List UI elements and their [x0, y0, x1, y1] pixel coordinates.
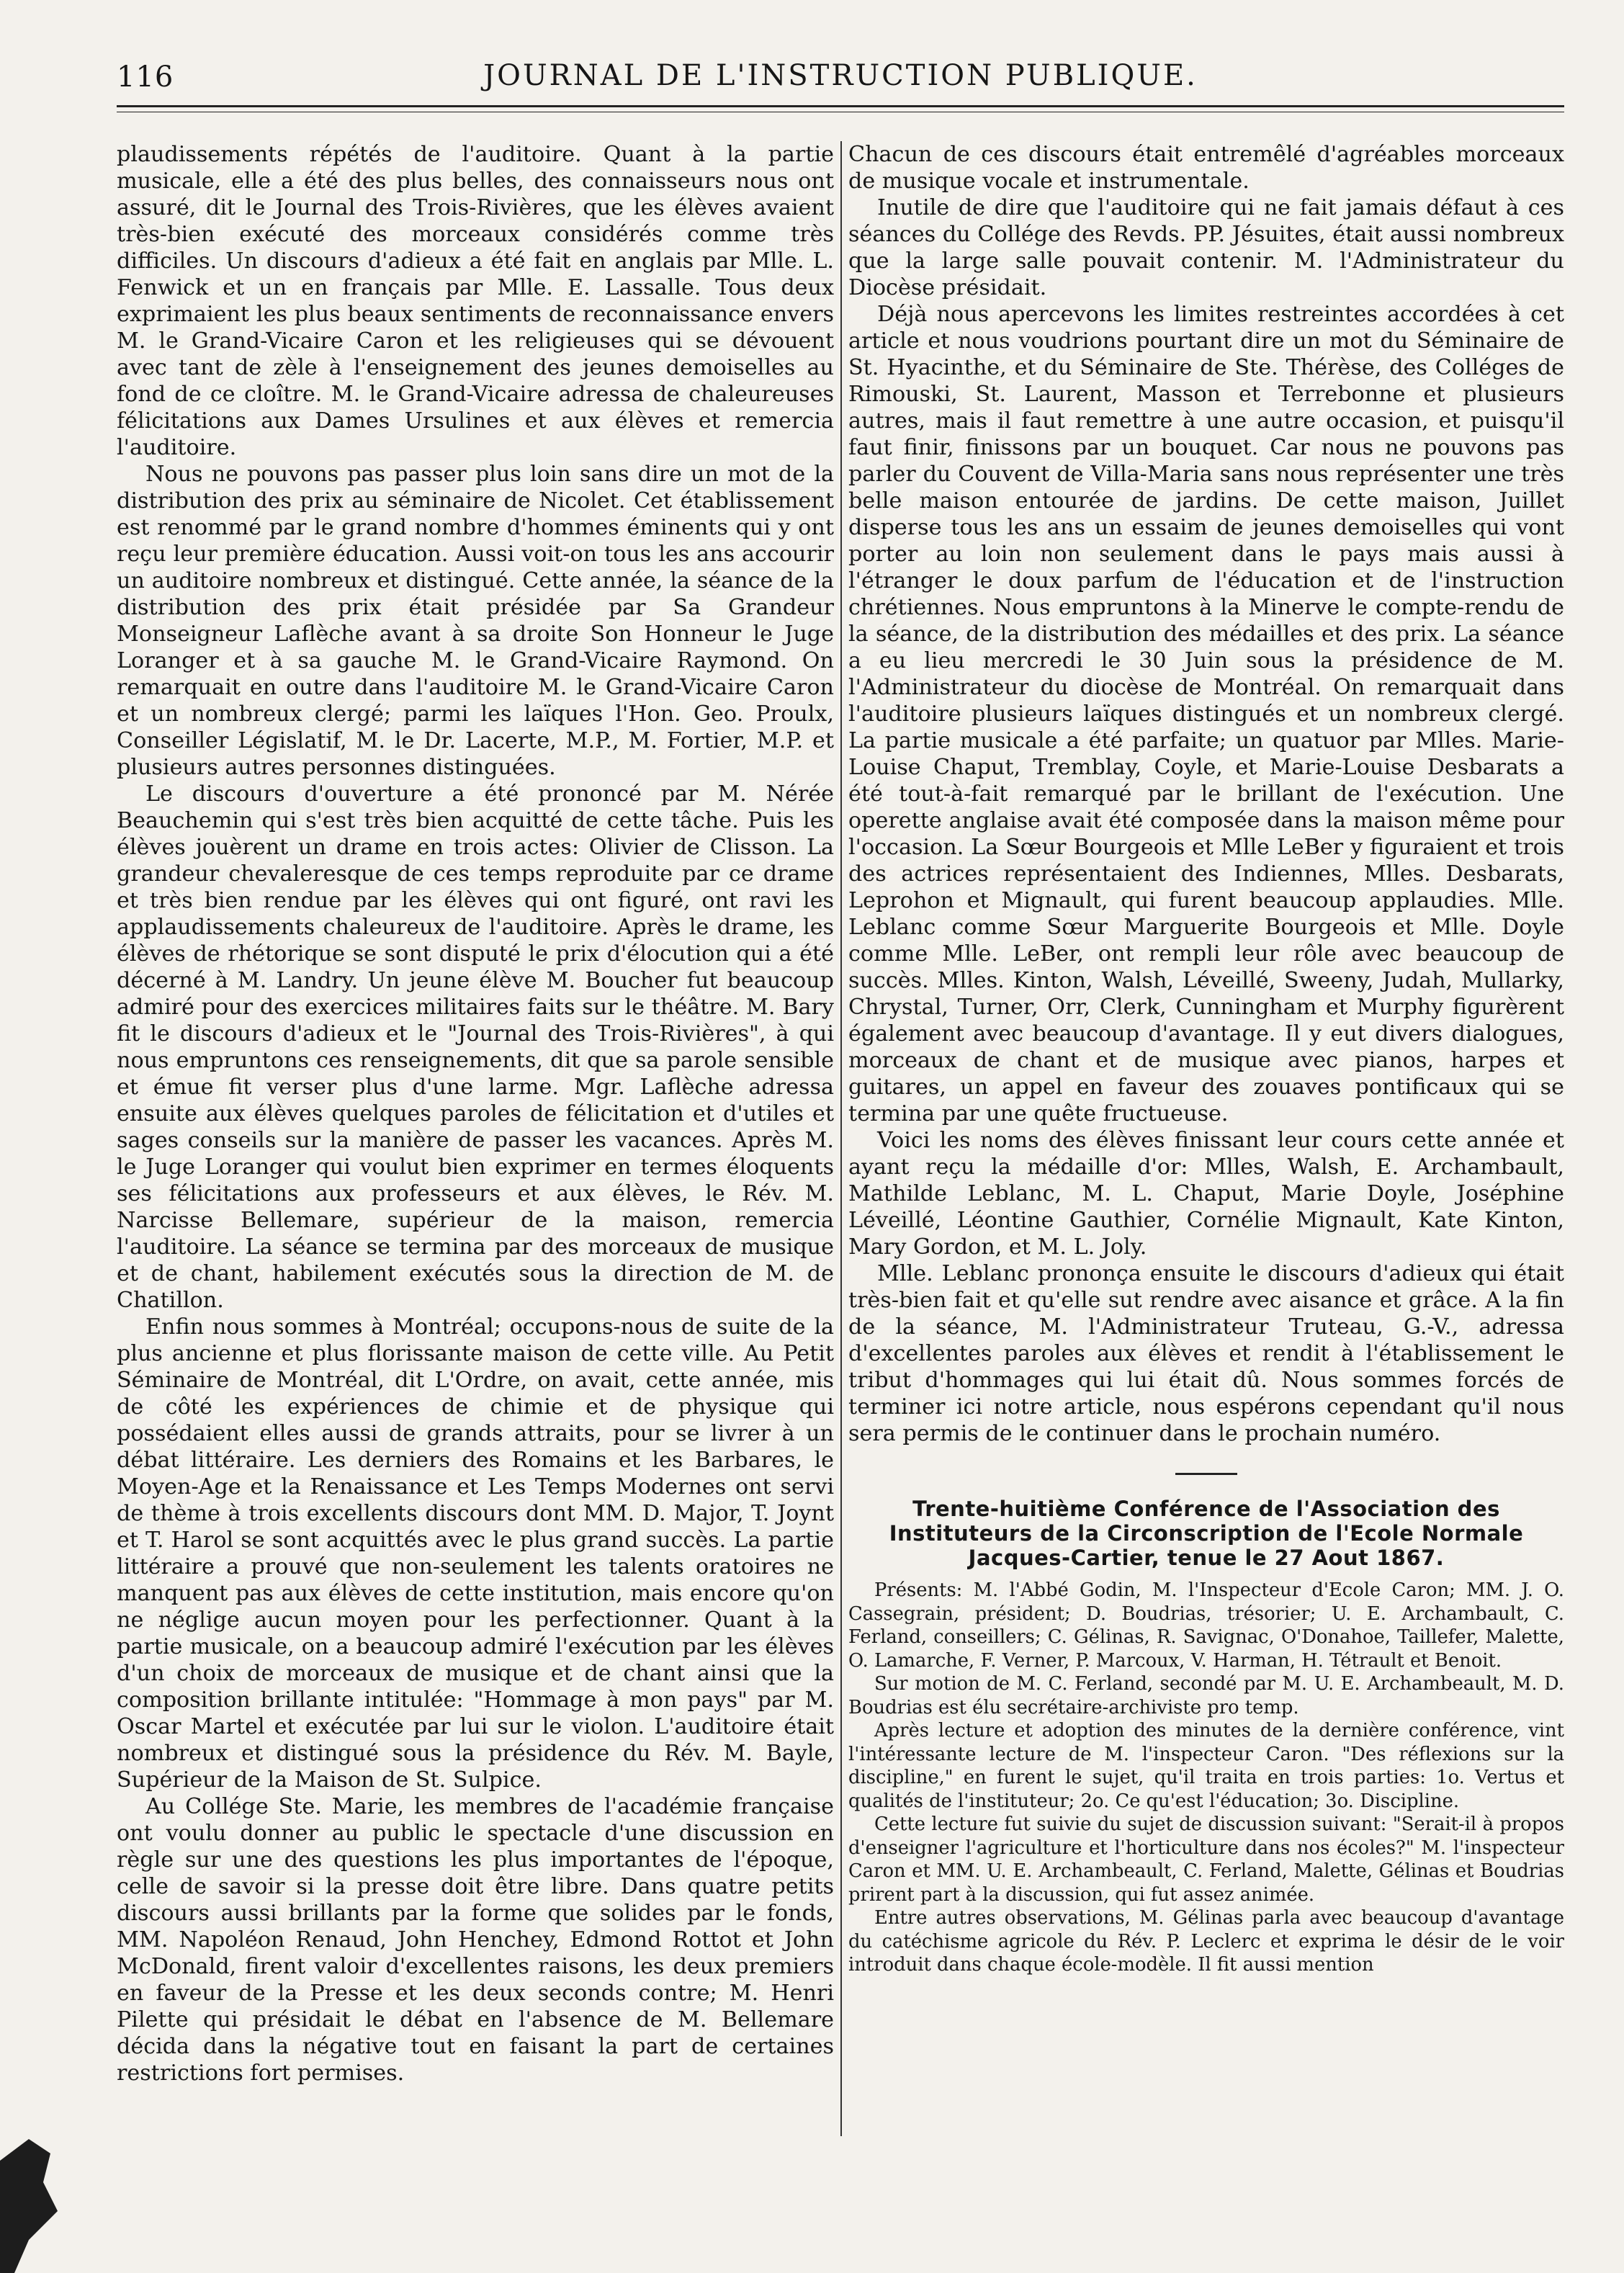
paragraph: Chacun de ces discours était entremêlé d'agréables morceaux de musique vocale et instrumentale.: [848, 142, 1564, 194]
paragraph: Sur motion de M. C. Ferland, secondé par M. U. E. Archambeault, M. D. Boudrias est élu secrétaire-archiviste pro temp.: [848, 1673, 1564, 1718]
paragraph: plaudissements répétés de l'auditoire. Quant à la partie musicale, elle a été des plus belles, des connaisseurs nous ont assuré, dit le Journal des Trois-Rivières, que les élèves avaient très-bien exécuté des morceaux considérés comme très difficiles. Un discours d'adieux a été fait en anglais par Mlle. L. Fenwick et un en français par Mlle. E. Lassalle. Tous deux exprimaient les plus beaux sentiments de reconnaissance envers M. le Grand-Vicaire Caron et les religieuses qui se dévouent avec tant de zèle à l'enseignement des jeunes demoiselles au fond de ce cloître. M. le Grand-Vicaire adressa de chaleureuses félicitations aux Dames Ursulines et aux élèves et remercia l'auditoire.: [117, 142, 834, 460]
paragraph: Déjà nous apercevons les limites restreintes accordées à cet article et nous voudrions pourtant dire un mot du Séminaire de St. Hyacinthe, et du Séminaire de Ste. Thérèse, des Colléges de Rimouski, St. Laurent, Masson et Terrebonne et plusieurs autres, mais il faut remettre à une autre occasion, et puisqu'il faut finir, finissons par un bouquet. Car nous ne pouvons pas parler du Couvent de Villa-Maria sans nous représenter une très belle maison entourée de jardins. De cette maison, Juillet disperse tous les ans un essaim de jeunes demoiselles qui vont porter au loin non seulement dans le pays mais aussi à l'étranger le doux parfum de l'éducation et de l'instruction chrétiennes. Nous empruntons à la Minerve le compte-rendu de la séance, de la distribution des médailles et des prix. La séance a eu lieu mercredi le 30 Juin sous la présidence de M. l'Administrateur du diocèse de Montréal. On remarquait dans l'auditoire plusieurs laïques distingués et un nombreux clergé. La partie musicale a été parfaite; un quatuor par Mlles. Marie-Louise Chaput, Tremblay, Coyle, et Marie-Louise Desbarats a été tout-à-fait remarqué par le brillant de l'exécution. Une operette anglaise avait été composée dans la maison même pour l'occasion. La Sœur Bourgeois et Mlle LeBer y figuraient et trois des actrices représentaient des Indiennes, Mlles. Desbarats, Leprohon et Mignault, qui furent beaucoup applaudies. Mlle. Leblanc comme Sœur Marguerite Bourgeois et Mlle. Doyle comme Mlle. LeBer, ont rempli leur rôle avec beaucoup de succès. Mlles. Kinton, Walsh, Léveillé, Sweeny, Judah, Mullarky, Chrystal, Turner, Orr, Clerk, Cunningham et Murphy figurèrent également avec beaucoup d'avantage. Il y eut divers dialogues, morceaux de chant et de musique avec pianos, harpes et guitares, un appel en faveur des zouaves pontificaux qui se termina par une quête fructueuse.: [848, 302, 1564, 1126]
paragraph: Voici les noms des élèves finissant leur cours cette année et ayant reçu la médaille d'or: Mlles, Walsh, E. Archambault, Mathilde Leblanc, M. L. Chaput, Marie Doyle, Joséphine Léveillé, Léontine Gauthier, Cornélie Mignault, Kate Kinton, Mary Gordon, et M. L. Joly.: [848, 1128, 1564, 1260]
column-divider: [840, 141, 842, 2136]
conference-minutes: [848, 1579, 1564, 1977]
paragraph: Nous ne pouvons pas passer plus loin sans dire un mot de la distribution des prix au séminaire de Nicolet. Cet établissement est renommé par le grand nombre d'hommes éminents qui y ont reçu leur première éducation. Aussi voit-on tous les ans accourir un auditoire nombreux et distingué. Cette année, la séance de la distribution des prix était présidée par Sa Grandeur Monseigneur Laflèche avant à sa droite Son Honneur le Juge Loranger et à sa gauche M. le Grand-Vicaire Raymond. On remarquait en outre dans l'auditoire M. le Grand-Vicaire Caron et un nombreux clergé; parmi les laïques l'Hon. Geo. Proulx, Conseiller Législatif, M. le Dr. Lacerte, M.P., M. Fortier, M.P. et plusieurs autres personnes distinguées.: [117, 462, 834, 780]
page-header: [117, 55, 1564, 98]
paragraph: Au Collége Ste. Marie, les membres de l'académie française ont voulu donner au public le spectacle d'une discussion en règle sur une des questions les plus importantes de l'époque, celle de savoir si la presse doit être libre. Dans quatre petits discours aussi brillants par la forme que solides par le fonds, MM. Napoléon Renaud, John Henchey, Edmond Rottot et John McDonald, firent valoir d'excellentes raisons, les deux premiers en faveur de la Presse et les deux seconds contre; M. Henri Pilette qui présidait le débat en l'absence de M. Bellemare décida dans la négative tout en faisant la part de certaines restrictions fort permises.: [117, 1794, 834, 2086]
paragraph: Après lecture et adoption des minutes de la dernière conférence, vint l'intéressante lecture de M. l'inspecteur Caron. "Des réflexions sur la discipline," en furent le sujet, qu'il traita en trois parties: 1o. Vertus et qualités de l'instituteur; 2o. Ce qu'est l'éducation; 3o. Discipline.: [848, 1720, 1564, 1812]
page-corner-smudge: [0, 2132, 86, 2273]
paragraph: Enfin nous sommes à Montréal; occupons-nous de suite de la plus ancienne et plus florissante maison de cette ville. Au Petit Séminaire de Montréal, dit L'Ordre, on avait, cette année, mis de côté les expériences de chimie et de physique qui possédaient elles aussi de grands attraits, pour se livrer à un débat littéraire. Les derniers des Romains et les Barbares, le Moyen-Age et la Renaissance et Les Temps Modernes ont servi de thème à trois excellents discours dont MM. D. Major, T. Joynt et T. Harol se sont acquittés avec le plus grand succès. La partie littéraire a prouvé que non-seulement les talents oratoires ne manquent pas aux élèves de cette institution, mais encore qu'on ne néglige aucun moyen pour les perfectionner. Quant à la partie musicale, on a beaucoup admiré l'exécution par les élèves d'un choix de morceaux de musique et de chant ainsi que la composition brillante intitulée: "Hommage à mon pays" par M. Oscar Martel et exécutée par lui sur le violon. L'auditoire était nombreux et distingué sous la présidence du Rév. M. Bayle, Supérieur de la Maison de St. Sulpice.: [117, 1314, 834, 1793]
paragraph: Cette lecture fut suivie du sujet de discussion suivant: "Serait-il à propos d'enseigner l'agriculture et l'horticulture dans nos écoles?" M. l'inspecteur Caron et MM. U. E. Archambeault, C. Ferland, Malette, Gélinas et Boudrias prirent part à la discussion, qui fut assez animée.: [848, 1814, 1564, 1906]
paragraph: Le discours d'ouverture a été prononcé par M. Nérée Beauchemin qui s'est très bien acquitté de cette tâche. Puis les élèves jouèrent un drame en trois actes: Olivier de Clisson. La grandeur chevaleresque de ces temps reproduite par ce drame et très bien rendue par les élèves qui ont figuré, ont ravi les applaudissements chaleureux de l'auditoire. Après le drame, les élèves de rhétorique se sont disputé le prix d'élocution qui a été décerné à M. Landry. Un jeune élève M. Boucher fut beaucoup admiré pour des exercices militaires faits sur le théâtre. M. Bary fit le discours d'adieux et le "Journal des Trois-Rivières", à qui nous empruntons ces renseignements, dit que sa parole sensible et émue fit verser plus d'une larme. Mgr. Laflèche adressa ensuite aux élèves quelques paroles de félicitation et d'utiles et sages conseils sur la manière de passer les vacances. Après M. le Juge Loranger qui voulut bien exprimer en termes éloquents ses félicitations aux professeurs et aux élèves, le Rév. M. Narcisse Bellemare, supérieur de la maison, remercia l'auditoire. La séance se termina par des morceaux de musique et de chant, habilement exécutés sous la direction de M. de Chatillon.: [117, 781, 834, 1313]
section-separator: [1175, 1473, 1237, 1475]
paragraph: Entre autres observations, M. Gélinas parla avec beaucoup d'avantage du catéchisme agricole du Rév. P. Leclerc et exprima le désir de le voir introduit dans chaque école-modèle. Il fit aussi mention: [848, 1907, 1564, 1976]
header-rule: [117, 105, 1564, 112]
running-title: JOURNAL DE L'INSTRUCTION PUBLIQUE.: [483, 59, 1198, 92]
paragraph: Inutile de dire que l'auditoire qui ne fait jamais défaut à ces séances du Collége des Revds. PP. Jésuites, était aussi nombreux que la large salle pouvait contenir. M. l'Administrateur du Diocèse présidait.: [848, 195, 1564, 300]
section-heading: Trente-huitième Conférence de l'Association des Instituteurs de la Circonscription de l'Ecole Normale Jacques-Cartier, tenue le 27 Aout 1867.: [889, 1497, 1524, 1570]
page-number: 116: [117, 60, 174, 94]
right-column: [848, 141, 1564, 2259]
left-column: [117, 141, 834, 2259]
paragraph: Mlle. Leblanc prononça ensuite le discours d'adieux qui était très-bien fait et qu'elle sut rendre avec aisance et grâce. A la fin de la séance, M. l'Administrateur Truteau, G.-V., adressa d'excellentes paroles aux élèves et rendit à l'établissement le tribut d'hommages qui lui était dû. Nous sommes forcés de terminer ici notre article, nous espérons cependant qu'il nous sera permis de le continuer dans le prochain numéro.: [848, 1261, 1564, 1446]
paragraph: Présents: M. l'Abbé Godin, M. l'Inspecteur d'Ecole Caron; MM. J. O. Cassegrain, président; D. Boudrias, trésorier; U. E. Archambault, C. Ferland, conseillers; C. Gélinas, R. Savignac, O'Donahoe, Taillefer, Malette, O. Lamarche, F. Verner, P. Marcoux, V. Harman, H. Tétrault et Benoit.: [848, 1579, 1564, 1672]
